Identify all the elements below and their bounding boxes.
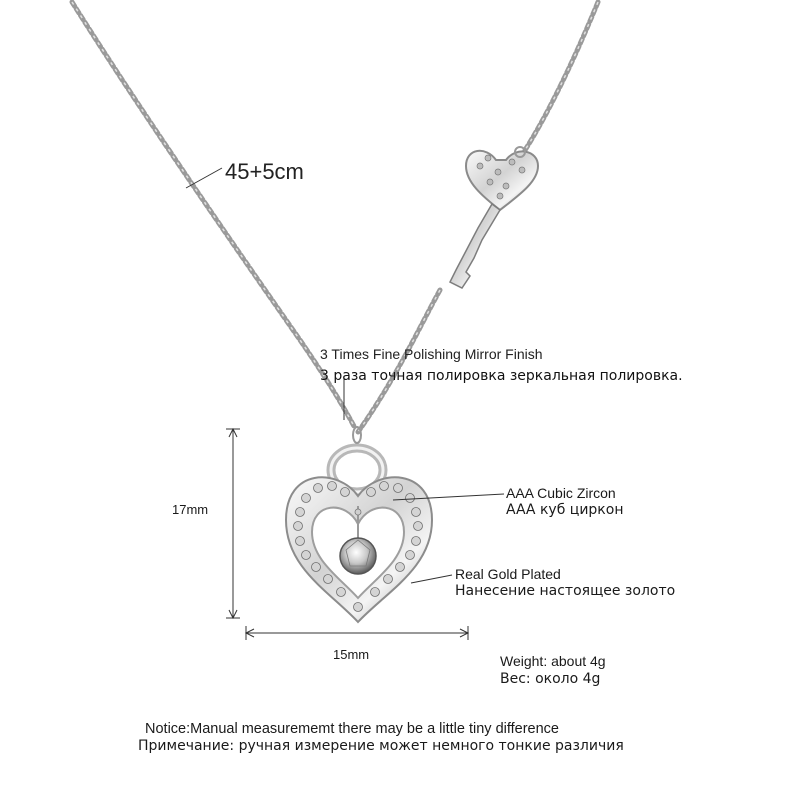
zircon-label-en: AAA Cubic Zircon xyxy=(506,485,616,501)
chain-length-pointer xyxy=(186,168,222,188)
weight-label-ru: Вес: около 4g xyxy=(500,671,601,687)
height-dimension-line xyxy=(226,429,240,618)
chain-length-label: 45+5cm xyxy=(225,159,304,184)
plating-label-en: Real Gold Plated xyxy=(455,566,561,582)
notice-label-ru: Примечание: ручная измерение может немного тонкие различия xyxy=(138,738,624,754)
width-dimension-line xyxy=(246,626,468,640)
zircon-label-ru: AAA куб циркон xyxy=(506,502,624,518)
width-label: 15mm xyxy=(333,647,370,662)
chain-left xyxy=(72,2,355,428)
plating-label-ru: Нанесение настоящее золото xyxy=(455,583,676,599)
heart-key-charm-icon xyxy=(450,147,538,288)
notice-label-en: Notice:Manual measurememt there may be a little tiny difference xyxy=(145,721,559,737)
polish-label-en: 3 Times Fine Polishing Mirror Finish xyxy=(320,346,543,362)
weight-label-en: Weight: about 4g xyxy=(500,653,606,669)
polish-label-ru: 3 раза точная полировка зеркальная полировка. xyxy=(320,368,683,384)
plating-pointer xyxy=(411,575,452,583)
height-label: 17mm xyxy=(172,502,209,517)
